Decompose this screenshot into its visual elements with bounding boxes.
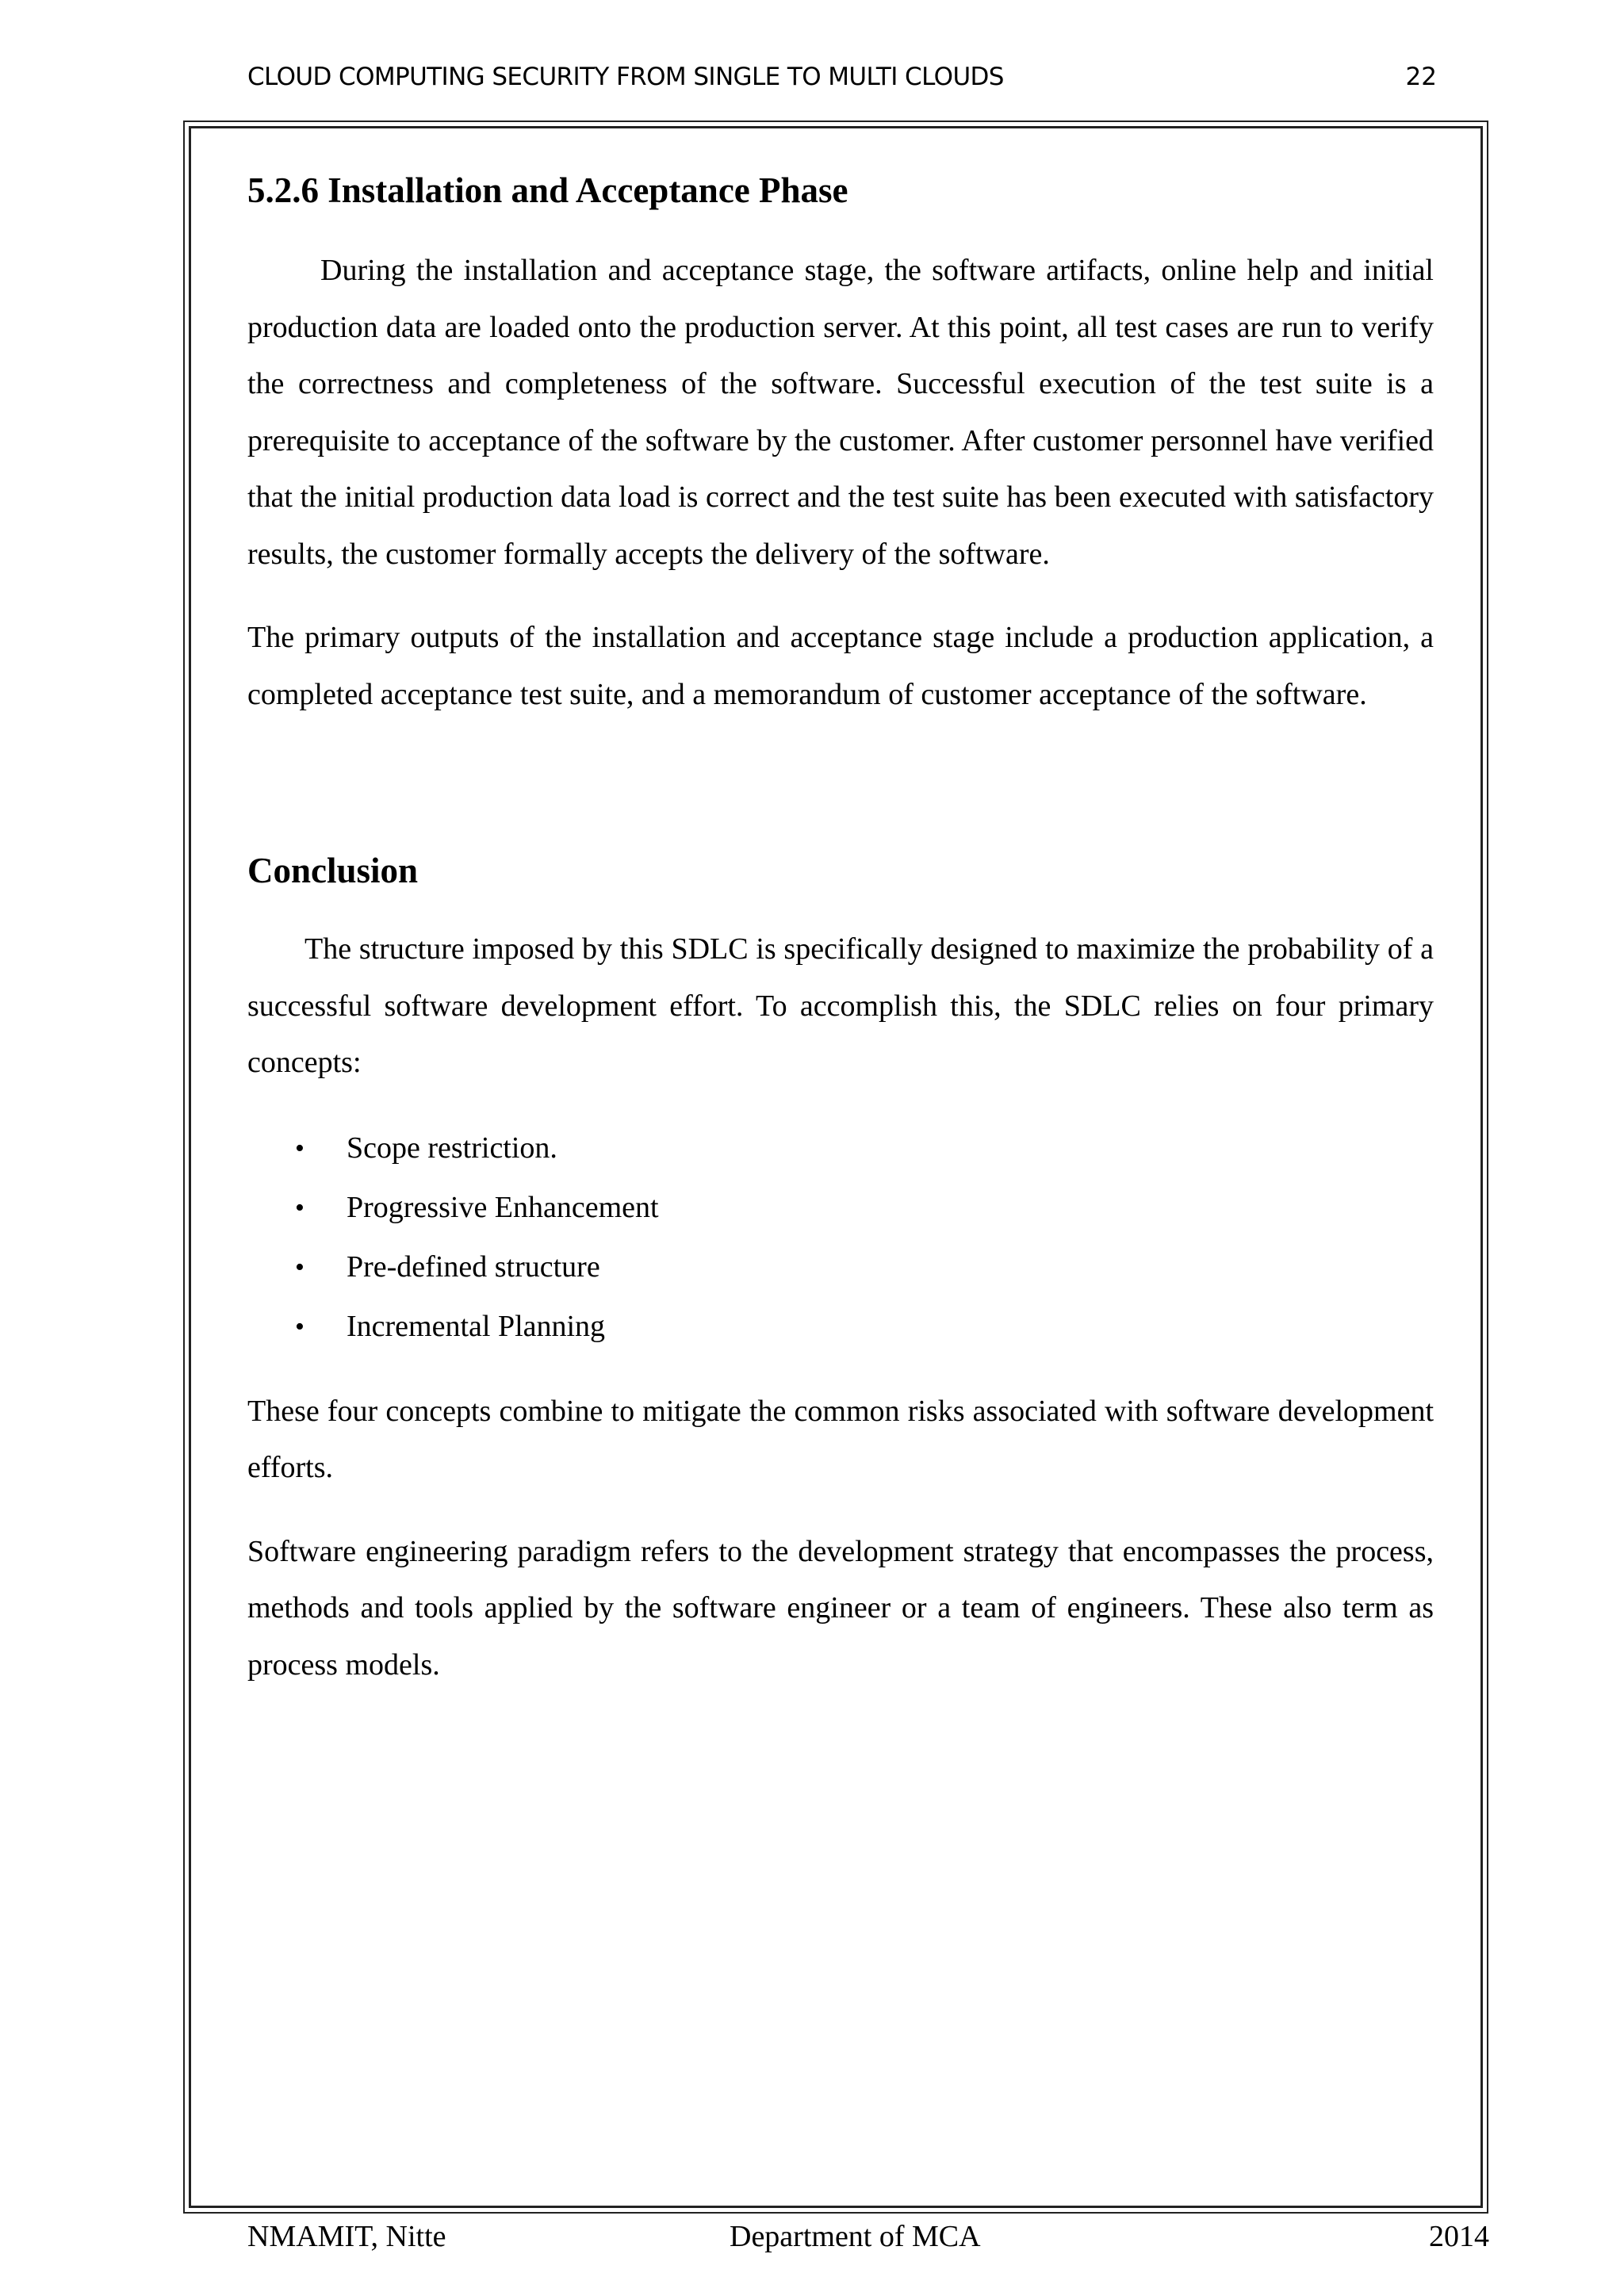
list-item-text: Incremental Planning (347, 1309, 606, 1343)
list-item-text: Pre-defined structure (347, 1249, 600, 1284)
list-item-text: Scope restriction. (347, 1131, 557, 1165)
conclusion-heading: Conclusion (247, 851, 419, 890)
bullet-icon: • (295, 1133, 304, 1163)
section-heading: 5.2.6 Installation and Acceptance Phase (247, 170, 848, 210)
section-paragraph: The primary outputs of the installation and acceptance stage include a production application, a completed acceptance test suite, and a memorandum of customer acceptance of the software. (247, 621, 1434, 711)
running-header-title: CLOUD COMPUTING SECURITY FROM SINGLE TO MULTI CLOUDS (247, 63, 1004, 91)
bullet-icon: • (295, 1311, 304, 1341)
footer-institution: NMAMIT, Nitte (247, 2220, 446, 2253)
section-paragraph: During the installation and acceptance stage, the software artifacts, online help and initial production data are loaded onto the production server. At this point, all test cases are run to verify the correctness and completeness of the software. Successful execution of the test suite is a prerequisite to acceptance of the software by the customer. After customer personnel have verified that the initial production data load is correct and the test suite has been executed with satisfactory results, the customer formally accepts the delivery of the software. (247, 254, 1434, 571)
concepts-list (247, 1119, 1434, 1357)
page-number: 22 (1405, 63, 1437, 91)
bullet-icon: • (295, 1252, 304, 1282)
conclusion-paragraph: Software engineering paradigm refers to the development strategy that encompasses the process, methods and tools applied by the software engineer or a team of engineers. These also term as process models. (247, 1534, 1434, 1682)
list-item (247, 1119, 1434, 1178)
list-item (247, 1238, 1434, 1297)
footer-department: Department of MCA (730, 2220, 981, 2253)
list-item-text: Progressive Enhancement (347, 1190, 659, 1224)
conclusion-intro: The structure imposed by this SDLC is specifically designed to maximize the probability of a successful software development effort. To accomplish this, the SDLC relies on four primary concepts: (247, 932, 1434, 1079)
conclusion-paragraph: These four concepts combine to mitigate the common risks associated with software development efforts. (247, 1394, 1434, 1484)
page-content (247, 166, 1434, 1720)
bullet-icon: • (295, 1192, 304, 1223)
list-item (247, 1297, 1434, 1357)
footer-year: 2014 (1429, 2220, 1489, 2253)
list-item (247, 1178, 1434, 1238)
